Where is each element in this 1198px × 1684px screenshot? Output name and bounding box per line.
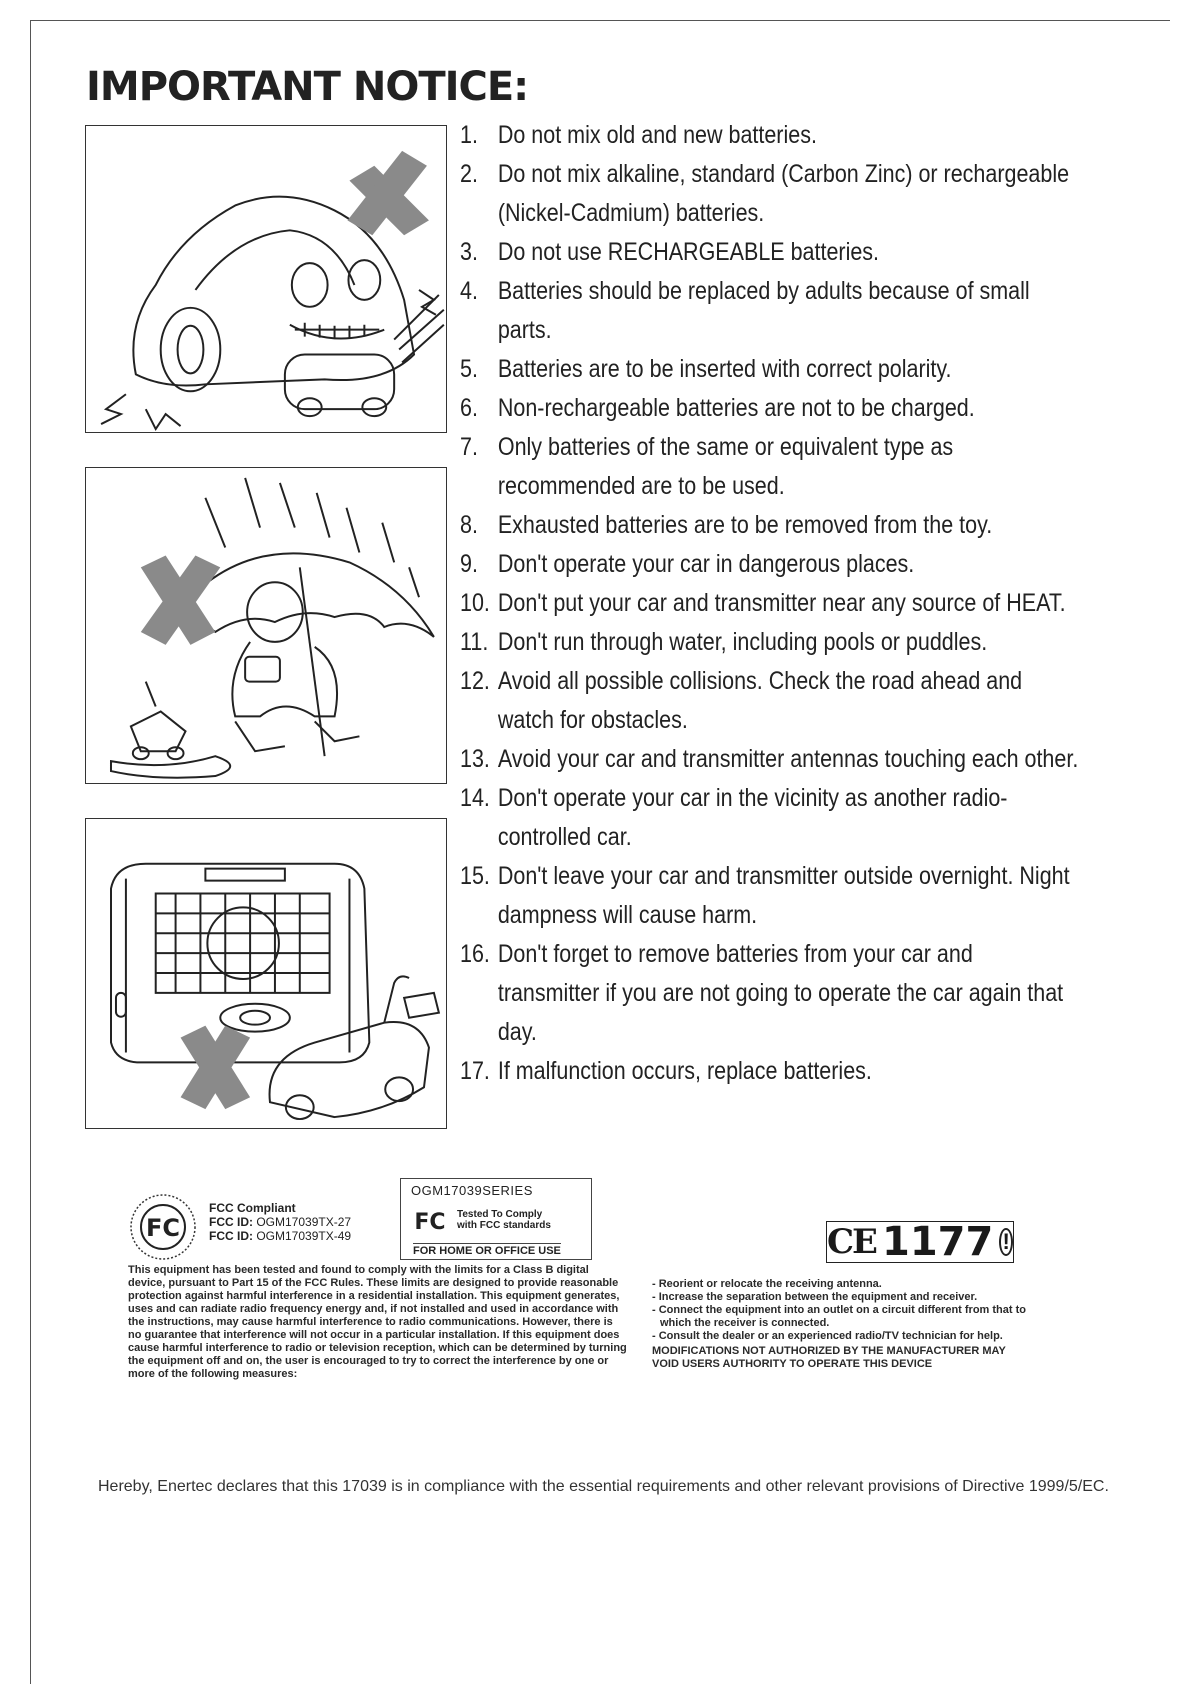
rule-item: 16. Don't forget to remove batteries from your car and transmitter if you are not going to operate the car again that day. bbox=[460, 940, 1064, 1046]
fcc-id-value: OGM17039TX-49 bbox=[256, 1229, 352, 1243]
rule-item: 4. Batteries should be replaced by adults because of small parts. bbox=[460, 277, 1030, 344]
modifications-warning: MODIFICATIONS NOT AUTHORIZED BY THE MANUFACTURER MAY VOID USERS AUTHORITY TO OPERATE THIS DEVICE bbox=[652, 1345, 1006, 1370]
measure-item: - Increase the separation between the equipment and receiver. bbox=[652, 1291, 978, 1303]
notified-body-code: 1177 bbox=[881, 1219, 994, 1265]
rule-item: 14. Don't operate your car in the vicinity as another radio-controlled car. bbox=[460, 784, 1008, 851]
series-title: OGM17039SERIES bbox=[411, 1183, 533, 1198]
rule-item: 13. Avoid your car and transmitter antennas touching each other. bbox=[460, 745, 1079, 773]
rule-item: 10. Don't put your car and transmitter near any source of HEAT. bbox=[460, 589, 1066, 617]
rule-item: 17. If malfunction occurs, replace batteries. bbox=[460, 1057, 872, 1085]
fcc-id-label: FCC ID: bbox=[209, 1215, 253, 1229]
series-logo-text: FC bbox=[414, 1210, 446, 1235]
home-office-use-label: FOR HOME OR OFFICE USE bbox=[413, 1245, 561, 1257]
fcc-id-value: OGM17039TX-27 bbox=[256, 1215, 352, 1229]
rule-item: 6. Non-rechargeable batteries are not to be charged. bbox=[460, 394, 975, 422]
prohibited-cross-icon bbox=[347, 151, 428, 235]
rule-item: 15. Don't leave your car and transmitter outside overnight. Night dampness will cause harm. bbox=[460, 862, 1070, 929]
page-frame-top bbox=[30, 20, 1170, 21]
tested-line: with FCC standards bbox=[457, 1220, 551, 1231]
rule-item: 1. Do not mix old and new batteries. bbox=[460, 121, 817, 149]
battery-safety-rules-list bbox=[460, 116, 1079, 1091]
fcc-logo-icon bbox=[128, 1192, 198, 1262]
alert-circle-icon: ! bbox=[999, 1228, 1013, 1256]
rule-item: 2. Do not mix alkaline, standard (Carbon Zinc) or rechargeable (Nickel-Cadmium) batteries. bbox=[460, 160, 1070, 227]
page-title: IMPORTANT NOTICE: bbox=[86, 64, 529, 110]
fcc-series-label bbox=[400, 1178, 592, 1260]
car-collision-illustration bbox=[85, 125, 447, 433]
heater-illustration bbox=[85, 818, 447, 1129]
fcc-small-logo-icon bbox=[413, 1205, 447, 1235]
rule-item: 8. Exhausted batteries are to be removed from the toy. bbox=[460, 511, 993, 539]
fcc-id-label: FCC ID: bbox=[209, 1229, 253, 1243]
tested-to-comply-text bbox=[457, 1209, 551, 1231]
tested-line: Tested To Comply bbox=[457, 1209, 543, 1220]
fcc-logo-text: FC bbox=[145, 1214, 181, 1242]
measure-item: - Reorient or relocate the receiving antenna. bbox=[652, 1278, 882, 1290]
page-frame-left bbox=[30, 20, 31, 1684]
fcc-compliance-info bbox=[209, 1201, 351, 1243]
fcc-compliant-label: FCC Compliant bbox=[209, 1201, 296, 1215]
ce-mark-badge bbox=[826, 1221, 1014, 1263]
prohibited-cross-icon bbox=[181, 1026, 251, 1109]
fcc-measures bbox=[652, 1278, 1032, 1371]
prohibited-cross-icon bbox=[141, 555, 220, 644]
rule-item: 12. Avoid all possible collisions. Check the road ahead and watch for obstacles. bbox=[460, 667, 1023, 734]
rule-item: 9. Don't operate your car in dangerous places. bbox=[460, 550, 915, 578]
ce-mark-text: CE bbox=[827, 1222, 876, 1262]
rule-item: 11. Don't run through water, including pools or puddles. bbox=[460, 628, 988, 656]
measure-item: - Consult the dealer or an experienced radio/TV technician for help. bbox=[652, 1330, 1003, 1342]
child-in-rain-illustration bbox=[85, 467, 447, 784]
rule-item: 3. Do not use RECHARGEABLE batteries. bbox=[460, 238, 880, 266]
measure-item: - Connect the equipment into an outlet on a circuit different from that to which the receiver is connected. bbox=[652, 1304, 1026, 1329]
ce-declaration: Hereby, Enertec declares that this 17039 is in compliance with the essential requirements and other relevant provisions of Directive 1999/5/EC. bbox=[98, 1478, 1109, 1495]
rule-item: 5. Batteries are to be inserted with correct polarity. bbox=[460, 355, 952, 383]
rule-item: 7. Only batteries of the same or equivalent type as recommended are to be used. bbox=[460, 433, 954, 500]
fcc-statement: This equipment has been tested and found to comply with the limits for a Class B digital device, pursuant to Part 15 of the FCC Rules. These limits are designed to provide reasonable protection against harmful interference in a residential installation. This equipment generates, uses and can radiate radio frequency energy and, if not installed and used in accordance with the instructions, may cause harmful interference to radio communications. However, there is no guarantee that interference will not occur in a particular installation. If this equipment does cause harmful interference to radio or television reception, which can be determined by turning the equipment off and on, the user is encouraged to try to correct the interference by one or more of the following measures: bbox=[128, 1264, 627, 1380]
